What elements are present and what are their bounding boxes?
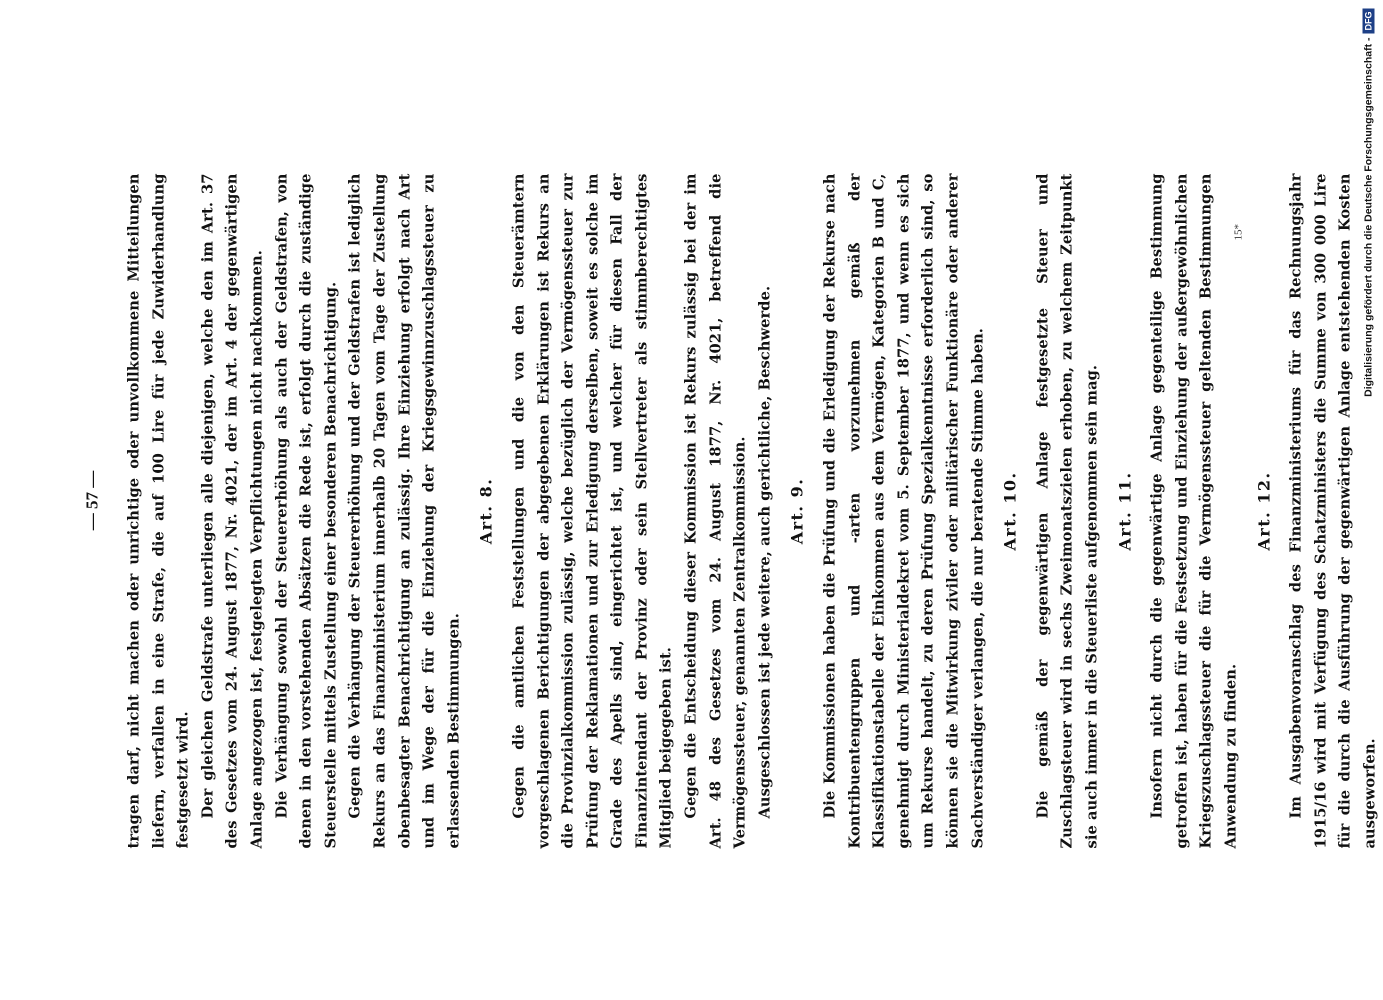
article-9-heading: Art. 9. xyxy=(787,477,807,544)
article-10-paragraph: Die gemäß der gegenwärtigen Anlage festgesetzte Steuer und Zuschlagsteuer wird in sechs Zweimonatszielen erhoben, zu welchem Zeitpunkt sie auch immer in die Steuerliste aufgenommen sein mag. xyxy=(1033,173,1100,848)
article-11-heading: Art. 11. xyxy=(1114,470,1134,551)
article-11-paragraph: Insofern nicht durch die gegenwärtige Anlage gegenteilige Bestimmung getroffen ist, haben für die Festsetzung und Einziehung der außergewöhnlichen Kriegszuschlagssteuer die für die Vermögenssteuer geltenden Bestimmungen Anwendung zu finden. xyxy=(1148,173,1239,848)
credit-text: Digitalisierung gefördert durch die Deutsche Forschungsgemeinschaft - xyxy=(1362,37,1374,397)
article-12-paragraph: Im Ausgabenvoranschlag des Finanzministeriums für das Rechnungsjahr 1915/16 wird mit Verfügung des Schatzministers die Summe von 300 000 Lire für die durch die Ausführung der gegenwärtigen Anlage entstehenden Kosten ausgeworfen. xyxy=(1287,173,1378,848)
article-8-paragraph: Ausgeschlossen ist jede weitere, auch gerichtliche, Beschwerde. xyxy=(755,285,773,818)
paragraph-1: Der gleichen Geldstrafe unterliegen alle diejenigen, welche den im Art. 37 des Gesetzes vom 24. August 1877, Nr. 4021, der im Art. 4 der gegenwärtigen Anlage angezogen ist, festgelegten Verpflichtungen nicht nachkommen. xyxy=(198,173,265,848)
paragraph-2: Die Verhängung sowohl der Steuererhöhung als auch der Geldstrafen, von denen in den vorstehenden Absätzen die Rede ist, erfolgt durch die zuständige Steuerstelle mittels Zustellung einer besonderen Benachrichtigung. xyxy=(272,173,339,848)
digitization-credit xyxy=(1362,0,1374,1000)
article-8-paragraph: Gegen die amtlichen Feststellungen und die von den Steuerämtern vorgeschlagenen Berichtigungen der abgegebenen Erklärungen ist Rekurs an die Provinzialkommission zulässig, welche bezüglich der Vermögenssteuer zur Prüfung der Reklamationen und zur Erledigung derselben, soweit es solche im Grade des Apells sind, eingerichtet ist, und welcher für diesen Fall der Finanzintendant der Provinz oder sein Stellvertreter als stimmberechtigtes Mitglied beigegeben ist. xyxy=(509,173,675,848)
dfg-logo: DFG xyxy=(1362,8,1374,33)
page-number: — 57 — xyxy=(82,470,101,530)
document-body xyxy=(122,173,1383,848)
article-8-paragraph: Gegen die Entscheidung dieser Kommission ist Rekurs zulässig bei der im Art. 48 des Gesetzes vom 24. August 1877, Nr. 4021, betreffend die Vermögenssteuer, genannten Zentralkommission. xyxy=(682,173,749,848)
article-12-heading: Art. 12. xyxy=(1253,470,1273,551)
article-8-heading: Art. 8. xyxy=(476,477,496,544)
paragraph-0: tragen darf, nicht machen oder unrichtige oder unvollkommene Mitteilungen liefern, verfallen in eine Strafe, die auf 100 Lire für jede Zuwiderhandlung festgesetzt wird. xyxy=(125,173,192,848)
article-10-heading: Art. 10. xyxy=(1000,470,1020,551)
article-9-paragraph: Die Kommissionen haben die Prüfung und die Erledigung der Rekurse nach Kontribuentengruppen und -arten vorzunehmen gemäß der Klassifikationstabelle der Einkommen aus dem Vermögen, Kategorien B und C, genehmigt durch Ministerialdekret vom 5. September 1877, und wenn es sich um Rekurse handelt, zu deren Prüfung Spezialkenntnisse erforderlich sind, so können sie die Mitwirkung ziviler oder militärischer Funktionäre oder anderer Sachverständiger verlangen, die nur beratende Stimme haben. xyxy=(821,173,986,848)
signature-mark: 15* xyxy=(1232,223,1244,240)
paragraph-3: Gegen die Verhängung der Steuererhöhung und der Geldstrafen ist lediglich Rekurs an das Finanzministerium innerhalb 20 Tagen vom Tage der Zustellung obenbesagter Benachrichtigung an zulässig. Ihre Einziehung erfolgt nach Art und im Wege der für die Einziehung der Kriegsgewinnzuschlagssteuer zu erlassenden Bestimmungen. xyxy=(346,173,462,848)
